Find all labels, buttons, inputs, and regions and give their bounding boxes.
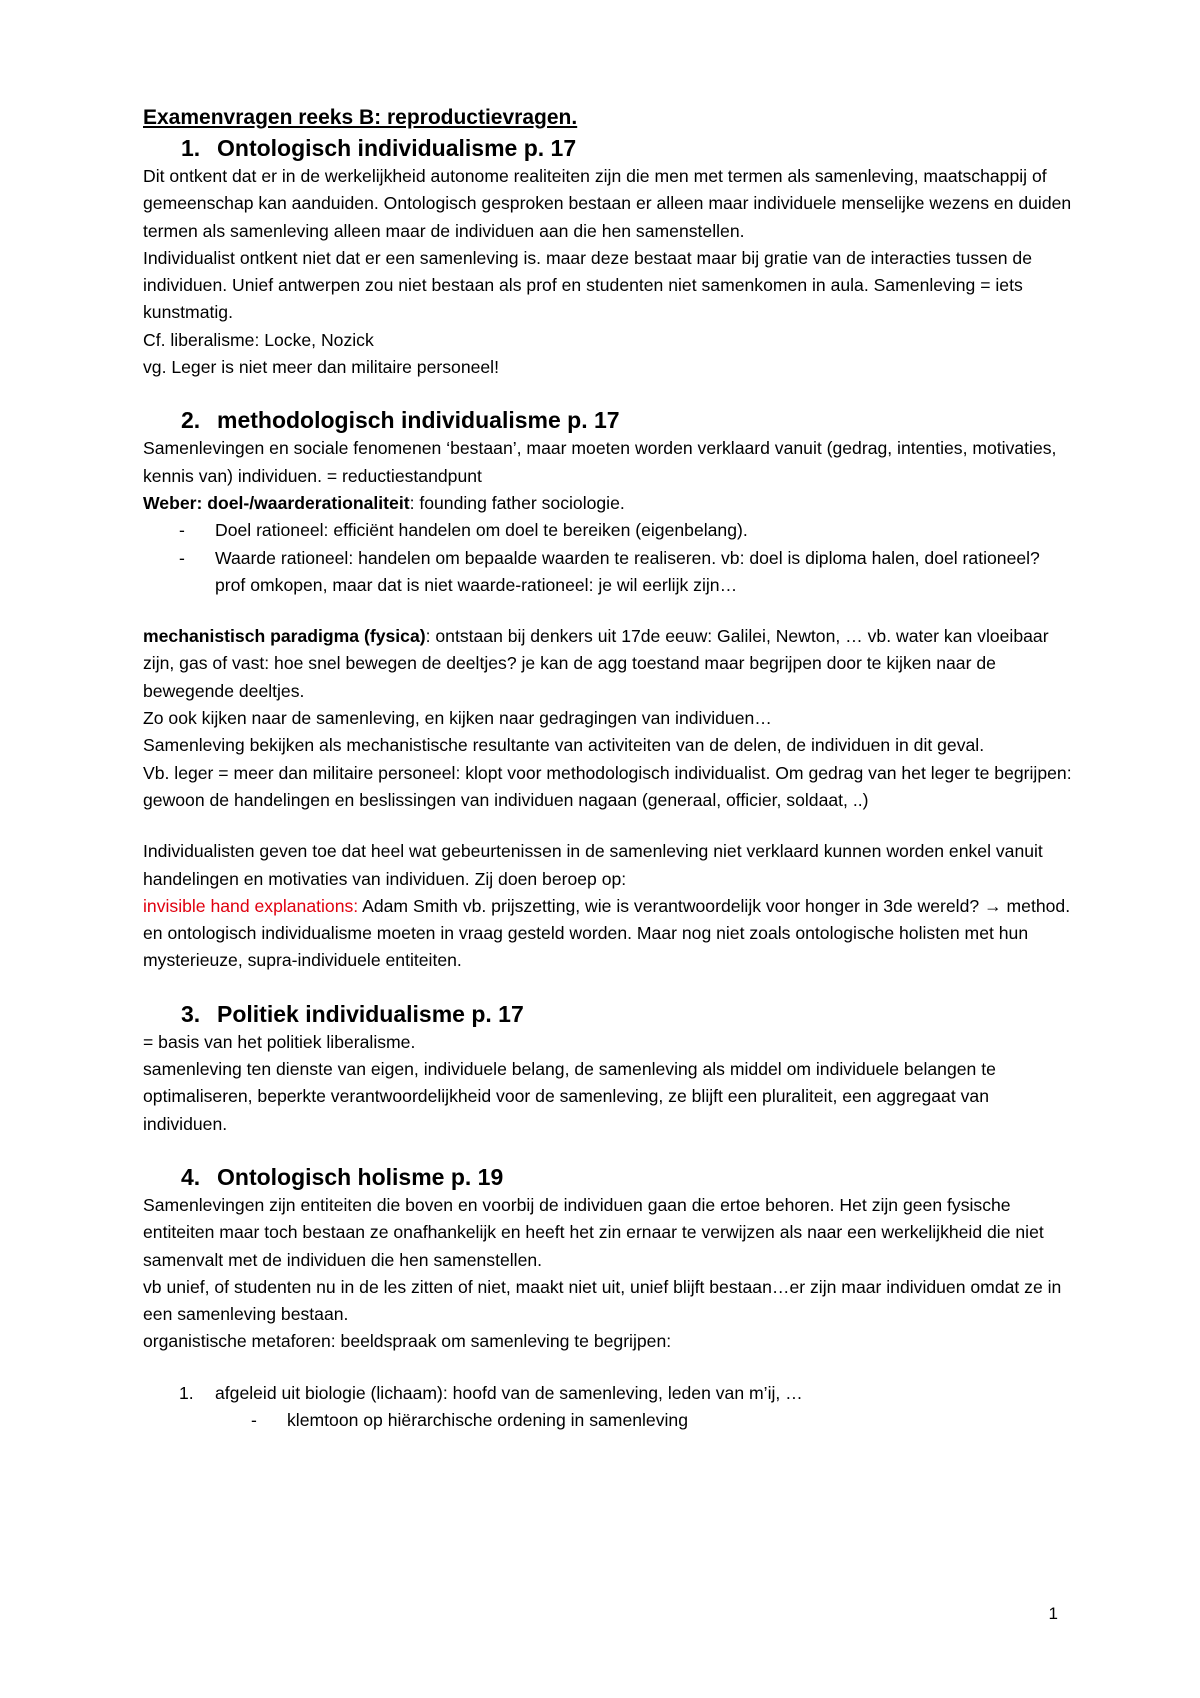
paragraph: Zo ook kijken naar de samenleving, en kijken naar gedragingen van individuen… bbox=[143, 708, 772, 729]
list-item: - klemtoon op hiërarchische ordening in samenleving bbox=[143, 1407, 1073, 1434]
paragraph: Weber: doel-/waarderationaliteit: founding father sociologie. bbox=[143, 492, 625, 513]
section-3-heading bbox=[143, 999, 1073, 1029]
paragraph: vb unief, of studenten nu in de les zitten of niet, maakt niet uit, unief blijft bestaan…er zijn maar individuen omdat ze in een samenleving bestaan. bbox=[143, 1276, 1062, 1325]
bold-term: mechanistisch paradigma (fysica) bbox=[143, 626, 426, 647]
list-item: - Waarde rationeel: handelen om bepaalde waarden te realiseren. vb: doel is diploma halen, doel rationeel? prof omkopen, maar dat is niet waarde-rationeel: je wil eerlijk zijn… bbox=[143, 545, 1073, 600]
page-number: 1 bbox=[1048, 1604, 1058, 1623]
paragraph: Dit ontkent dat er in de werkelijkheid autonome realiteiten zijn die men met termen als samenleving, maatschappij of gemeenschap kan aanduiden. Ontologisch gesproken bestaan er alleen maar individuele menselijke wezens en duiden termen als samenleving alleen maar de individuen aan die hen samenstellen. bbox=[143, 166, 1072, 241]
highlighted-term: invisible hand explanations: bbox=[143, 895, 359, 916]
section-1-heading bbox=[143, 133, 1073, 163]
paragraph: mechanistisch paradigma (fysica): ontstaan bij denkers uit 17de eeuw: Galilei, Newton, … vb. water kan vloeibaar zijn, gas of vast: hoe snel bewegen de deeltjes? je kan de agg toestand maar begrijpen door te kijken naar de bewegende deeltjes. bbox=[143, 626, 1049, 701]
list-number: 1. bbox=[179, 1382, 194, 1403]
section-title: Ontologisch individualisme p. 17 bbox=[217, 135, 577, 161]
paragraph: vg. Leger is niet meer dan militaire personeel! bbox=[143, 357, 499, 378]
paragraph: = basis van het politiek liberalisme. bbox=[143, 1031, 416, 1052]
paragraph: Vb. leger = meer dan militaire personeel: klopt voor methodologisch individualist. Om gedrag van het leger te begrijpen: gewoon de handelingen en beslissingen van individuen nagaan (generaal, officier, soldaat, ..) bbox=[143, 762, 1072, 810]
section-number: 4. bbox=[181, 1163, 201, 1190]
document-page bbox=[143, 103, 1073, 1434]
paragraph: organistische metaforen: beeldspraak om samenleving te begrijpen: bbox=[143, 1331, 672, 1352]
dash-marker: - bbox=[179, 547, 185, 568]
section-number: 3. bbox=[181, 1000, 201, 1027]
paragraph: invisible hand explanations: Adam Smith vb. prijszetting, wie is verantwoordelijk voor honger in 3de wereld? → method. en ontologisch individualisme moeten in vraag gesteld worden. Maar nog niet zoals ontologische holisten met hun mysterieuze, supra-individuele entiteiten. bbox=[143, 895, 1071, 971]
document-title: Examenvragen reeks B: reproductievragen. bbox=[143, 106, 578, 129]
bold-term: Weber: doel-/waarderationaliteit bbox=[143, 492, 410, 513]
list-item: 1. afgeleid uit biologie (lichaam): hoofd van de samenleving, leden van m’ij, … bbox=[143, 1380, 1073, 1407]
paragraph: Samenlevingen zijn entiteiten die boven en voorbij de individuen gaan die ertoe behoren. Het zijn geen fysische entiteiten maar toch bestaan ze onafhankelijk en heeft het zin ernaar te verwijzen als naar een werkelijkheid die niet samenvalt met de individuen die hen samenstellen. bbox=[143, 1194, 1044, 1270]
section-title: methodologisch individualisme p. 17 bbox=[217, 407, 620, 434]
section-number: 2. bbox=[181, 407, 201, 434]
dash-marker: - bbox=[179, 520, 185, 541]
paragraph: Individualist ontkent niet dat er een samenleving is. maar deze bestaat maar bij gratie van de interacties tussen de individuen. Unief antwerpen zou niet bestaan als prof en studenten niet samenkomen in aula. Samenleving = iets kunstmatig. bbox=[143, 247, 1032, 323]
section-4-heading bbox=[143, 1162, 1073, 1192]
section-title: Ontologisch holisme p. 19 bbox=[217, 1163, 504, 1190]
dash-marker: - bbox=[251, 1409, 257, 1430]
paragraph: Cf. liberalisme: Locke, Nozick bbox=[143, 329, 374, 350]
list-item: - Doel rationeel: efficiënt handelen om doel te bereiken (eigenbelang). bbox=[143, 517, 1073, 544]
section-number: 1. bbox=[181, 135, 201, 161]
section-2-heading bbox=[143, 405, 1073, 435]
paragraph: Samenlevingen en sociale fenomenen ‘bestaan’, maar moeten worden verklaard vanuit (gedrag, intenties, motivaties, kennis van) individuen. = reductiestandpunt bbox=[143, 438, 1057, 486]
paragraph: samenleving ten dienste van eigen, individuele belang, de samenleving als middel om individuele belangen te optimaliseren, beperkte verantwoordelijkheid voor de samenleving, ze blijft een pluraliteit, een aggregaat van individuen. bbox=[143, 1059, 996, 1134]
section-title: Politiek individualisme p. 17 bbox=[217, 1000, 524, 1027]
paragraph: Samenleving bekijken als mechanistische resultante van activiteiten van de delen, de individuen in dit geval. bbox=[143, 735, 985, 756]
paragraph: Individualisten geven toe dat heel wat gebeurtenissen in de samenleving niet verklaard kunnen worden enkel vanuit handelingen en motivaties van individuen. Zij doen beroep op: bbox=[143, 841, 1043, 889]
